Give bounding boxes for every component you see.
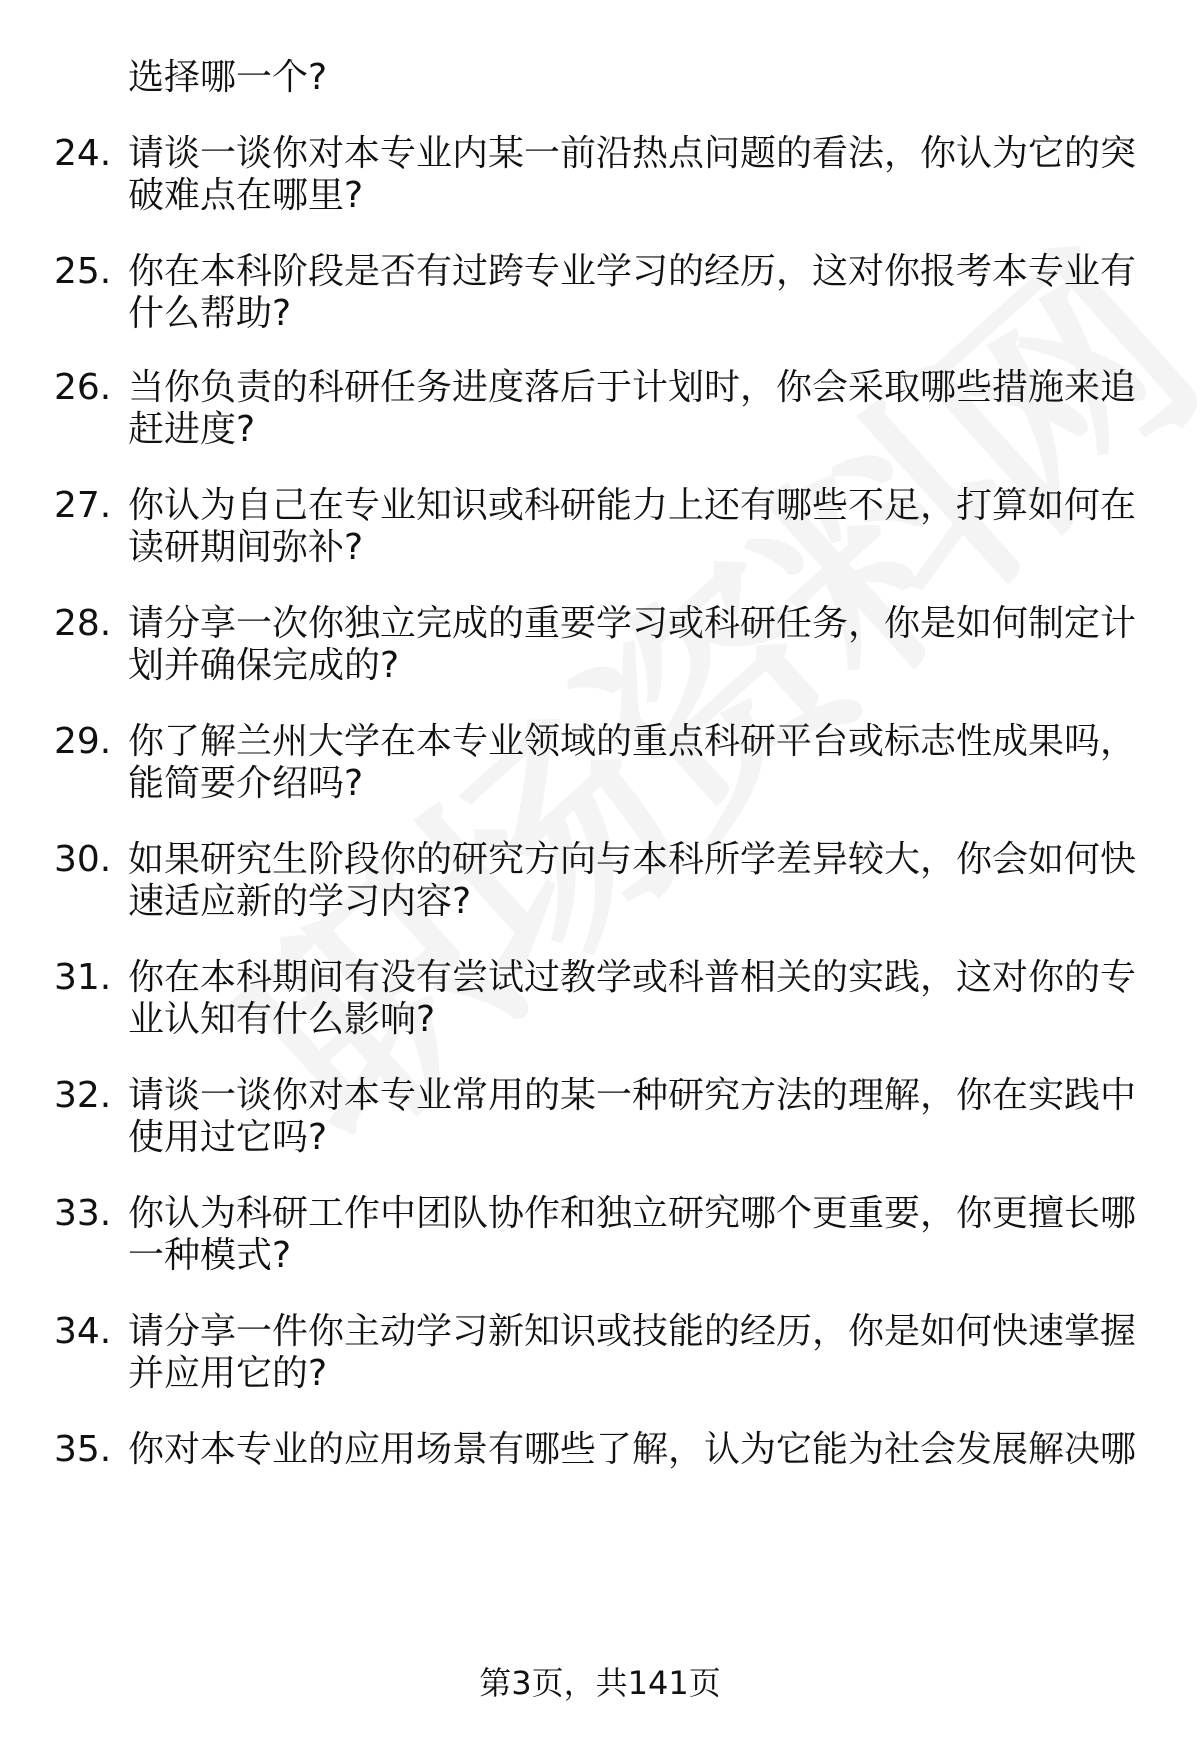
question-text-cont: 能简要介绍吗? <box>128 763 364 804</box>
question-text-cont: 速适应新的学习内容? <box>128 881 472 922</box>
page-footer: 第3页，共141页 <box>479 1664 721 1702</box>
question-text: 当你负责的科研任务进度落后于计划时，你会采取哪些措施来追 <box>128 367 1137 408</box>
question-text-cont: 破难点在哪里? <box>128 175 364 216</box>
question-text: 如果研究生阶段你的研究方向与本科所学差异较大，你会如何快 <box>128 839 1137 880</box>
question-text-cont: 并应用它的? <box>128 1353 328 1394</box>
question-text-cont: 赶进度? <box>128 409 256 450</box>
question-text-cont: 读研期间弥补? <box>128 527 364 568</box>
question-text: 你在本科期间有没有尝试过教学或科普相关的实践，这对你的专 <box>128 957 1137 998</box>
question-text: 你在本科阶段是否有过跨专业学习的经历，这对你报考本专业有 <box>128 251 1137 292</box>
question-number: 25. <box>54 251 112 292</box>
question-number: 27. <box>54 485 112 526</box>
question-text-cont: 划并确保完成的? <box>128 645 400 686</box>
question-number: 34. <box>54 1311 112 1352</box>
question-text-cont: 业认知有什么影响? <box>128 999 436 1040</box>
question-number: 31. <box>54 957 112 998</box>
question-number: 30. <box>54 839 112 880</box>
continuation-line: 选择哪一个? <box>128 57 328 98</box>
question-text: 请谈一谈你对本专业常用的某一种研究方法的理解，你在实践中 <box>128 1075 1137 1116</box>
question-text: 请分享一件你主动学习新知识或技能的经历，你是如何快速掌握 <box>128 1311 1137 1352</box>
question-number: 28. <box>54 603 112 644</box>
question-number: 29. <box>54 721 112 762</box>
question-text: 你了解兰州大学在本专业领域的重点科研平台或标志性成果吗， <box>128 721 1137 762</box>
question-number: 32. <box>54 1075 112 1116</box>
question-text: 你认为自己在专业知识或科研能力上还有哪些不足，打算如何在 <box>128 485 1137 526</box>
question-number: 26. <box>54 367 112 408</box>
question-text: 你认为科研工作中团队协作和独立研究哪个更重要，你更擅长哪 <box>128 1193 1137 1234</box>
question-text: 请分享一次你独立完成的重要学习或科研任务，你是如何制定计 <box>128 603 1137 644</box>
question-text: 请谈一谈你对本专业内某一前沿热点问题的看法，你认为它的突 <box>128 133 1137 174</box>
question-number: 35. <box>54 1429 112 1470</box>
question-text-cont: 一种模式? <box>128 1235 292 1276</box>
question-text-cont: 使用过它吗? <box>128 1117 328 1158</box>
question-number: 33. <box>54 1193 112 1234</box>
question-text-cont: 什么帮助? <box>128 293 292 334</box>
question-text: 你对本专业的应用场景有哪些了解，认为它能为社会发展解决哪 <box>128 1429 1137 1470</box>
question-number: 24. <box>54 133 112 174</box>
